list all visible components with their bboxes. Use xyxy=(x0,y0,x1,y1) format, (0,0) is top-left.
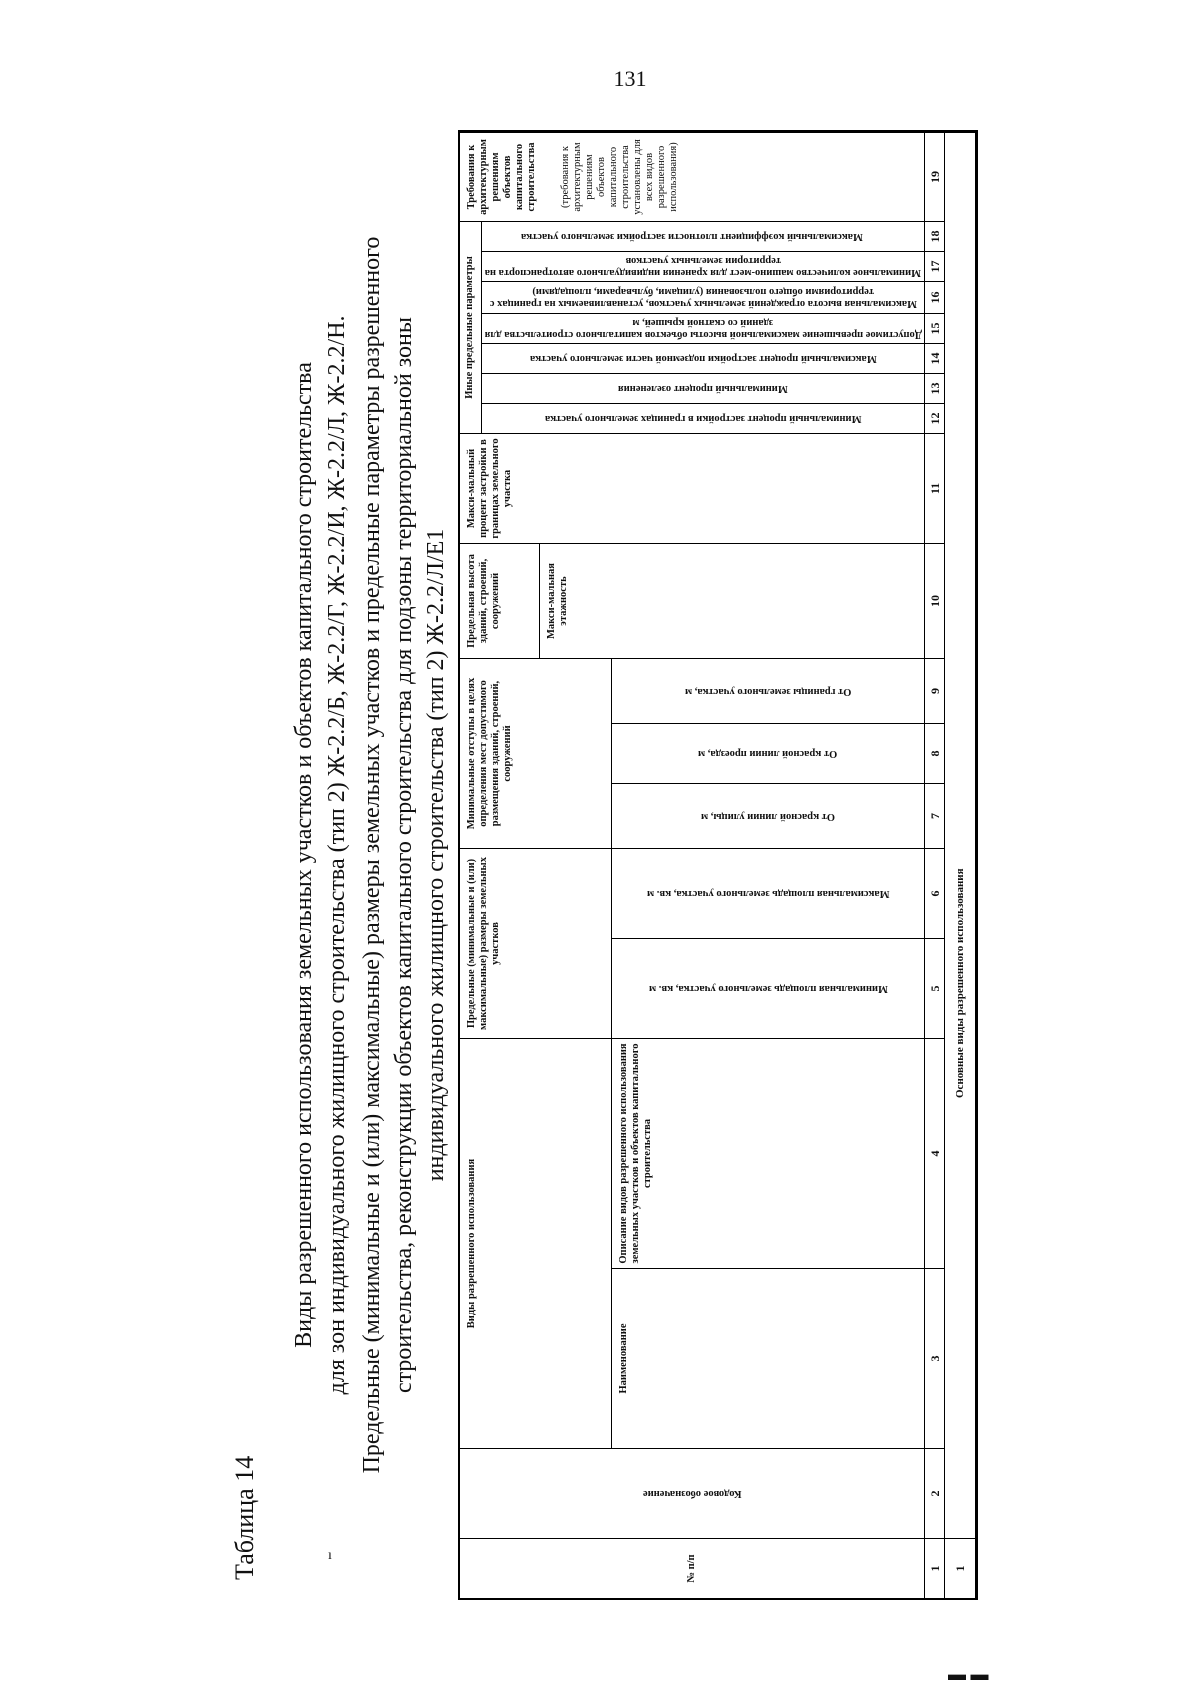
header-min-area-text: Минимальная площадь земельного участка, кв. м xyxy=(648,983,888,995)
parameters-table xyxy=(458,130,978,1600)
table-label: Таблица 14 xyxy=(230,1455,259,1580)
header-otst-granica xyxy=(612,658,925,723)
header-arch-note: (требования к архитектурным решениям объектов капитального строительства установлены для всех видов разрешенного использования) xyxy=(560,139,679,215)
header-podzem xyxy=(482,343,925,373)
header-otst-street xyxy=(612,783,925,848)
header-ograzh xyxy=(482,281,925,313)
header-otstupy: Минимальные отступы в целях определения мест допустимого размещения зданий, строений, сооружений xyxy=(460,658,612,848)
header-ozelen xyxy=(482,373,925,403)
col-number: 7 xyxy=(925,783,945,848)
col-number: 9 xyxy=(925,658,945,723)
col-number: 10 xyxy=(925,543,945,658)
heading-line-4: строительства, реконструкции объектов капитального строительства для подзоны территориальной зоны xyxy=(391,317,417,1394)
col-number: 17 xyxy=(925,251,945,281)
col-number: 11 xyxy=(925,433,945,543)
col-number: 6 xyxy=(925,848,945,938)
col-number: 1 xyxy=(925,1538,945,1598)
col-number: 19 xyxy=(925,132,945,221)
page-number: 131 xyxy=(613,66,647,91)
header-min-proc-text: Минимальный процент застройки в границах земельного участка xyxy=(544,413,862,425)
header-prevysh xyxy=(482,313,925,343)
header-max-area-text: Максимальная площадь земельного участка, кв. м xyxy=(646,888,890,900)
section-row-number: 1 xyxy=(945,1538,976,1598)
rotated-sheet xyxy=(230,130,980,1600)
col-number: 18 xyxy=(925,221,945,251)
header-razmery: Предельные (минимальные и (или) максимальные) размеры земельных участков xyxy=(460,848,612,1038)
header-min-area xyxy=(612,938,925,1038)
header-min-proc xyxy=(482,403,925,433)
header-otst-proezd-text: От красной линии проезда, м xyxy=(698,748,838,760)
header-mashino-text: Минимальное количество машино-мест для хранения индивидуального автотранспорта на территории земельных участков xyxy=(484,255,922,279)
col-number: 14 xyxy=(925,343,945,373)
header-arch xyxy=(460,132,925,221)
col-number: 16 xyxy=(925,281,945,313)
col-number: 13 xyxy=(925,373,945,403)
heading-line-1: Виды разрешенного использования земельных участков и объектов капитального строительства xyxy=(291,362,317,1348)
header-koef xyxy=(460,221,925,251)
header-otst-granica-text: От границы земельного участка, м xyxy=(684,686,852,697)
header-naim: Наименование xyxy=(612,1268,925,1448)
header-otst-proezd xyxy=(612,723,925,783)
col-number: 15 xyxy=(925,313,945,343)
header-prevysh-text: Допустимое превышение максимальной высоты объектов капитального строительства для зданий со скатной крышей, м xyxy=(484,317,922,341)
col-number: 2 xyxy=(925,1448,945,1538)
header-etazh: Макси-мальная этажность xyxy=(540,543,925,658)
header-inye: Иные предельные параметры xyxy=(460,221,482,433)
scan-artifact-mark: ▬ ▬ xyxy=(948,1664,989,1684)
header-max-proc: Макси-мальный процент застройки в границах земельного участка xyxy=(460,433,925,543)
col-number: 8 xyxy=(925,723,945,783)
heading-line-2: для зон индивидуального жилищного строительства (тип 2) Ж-2.2/Б, Ж-2.2/Г, Ж-2.2/И, Ж-2.2/Л, Ж-2.2/Н. xyxy=(324,315,350,1395)
header-ozelen-text: Минимальный процент озеленения xyxy=(618,383,788,395)
header-otst-street-text: От красной линии улицы, м xyxy=(700,811,836,822)
header-kod xyxy=(460,1448,925,1538)
header-mashino xyxy=(482,251,925,281)
header-opis: Описание видов разрешенного использования земельных участков и объектов капитального строительства xyxy=(612,1038,925,1268)
header-kod-text: Кодовое обозначение xyxy=(642,1488,742,1500)
heading-line-5: индивидуального жилищного строительства (тип 2) Ж-2.2/Л/Е1 xyxy=(423,528,449,1182)
scan-artifact-tick: ı xyxy=(328,1548,332,1563)
heading-line-3: Предельные (минимальные и (или) максимальные) размеры земельных участков и предельные параметры разрешенного xyxy=(359,236,385,1474)
col-number: 12 xyxy=(925,403,945,433)
col-number: 5 xyxy=(925,938,945,1038)
section-row-title: Основные виды разрешенного использования xyxy=(945,132,976,1538)
header-koef-text: Максимальный коэффициент плотности застройки земельного участка xyxy=(521,231,863,243)
header-vidy: Виды разрешенного использования xyxy=(460,1038,612,1448)
col-number: 3 xyxy=(925,1268,945,1448)
header-vysota: Предельная высота зданий, строений, сооружений xyxy=(460,543,540,658)
header-podzem-text: Максимальный процент застройки подземной части земельного участка xyxy=(529,353,877,365)
header-np: № п/п xyxy=(460,1538,925,1598)
col-number: 4 xyxy=(925,1038,945,1268)
header-ograzh-text: Максимальная высота ограждений земельных участков, устанавливаемых на границах с территориями общего пользования (улицами, бульварами, площадями) xyxy=(489,286,917,310)
header-arch-title: Требования к архитектурным решениям объектов капитального строительства xyxy=(466,139,537,215)
header-max-area xyxy=(612,848,925,938)
